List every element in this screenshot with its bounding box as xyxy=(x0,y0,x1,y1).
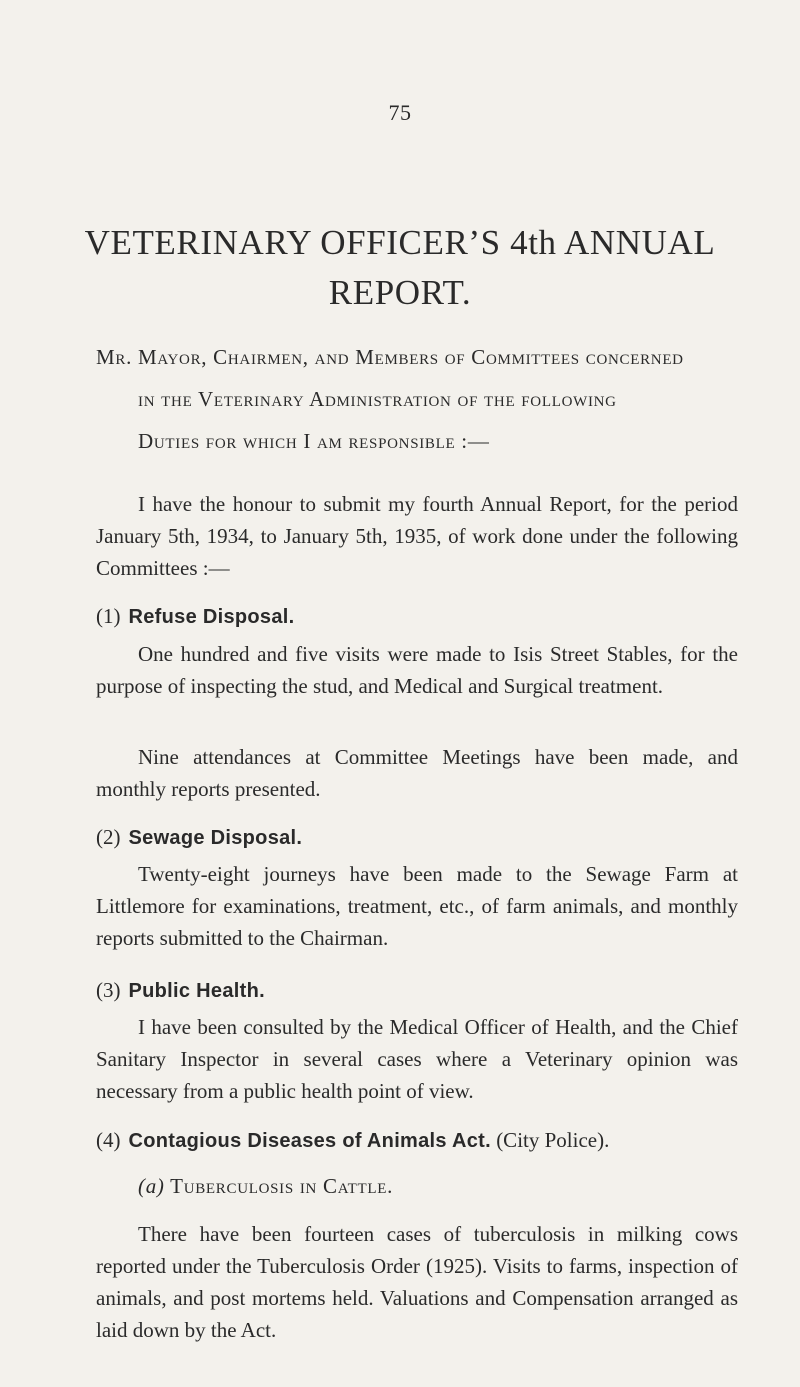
section-4-subheading xyxy=(138,1171,393,1201)
section-title: Contagious Diseases of Animals Act. xyxy=(128,1130,491,1152)
intro-paragraph: I have the honour to submit my fourth Annual Report, for the period January 5th, 1934, to January 5th, 1935, of work done under the following Committees :— xyxy=(96,492,738,580)
salutation-line-3: Duties for which I am responsible :— xyxy=(138,429,490,453)
page-number: 75 xyxy=(388,100,412,125)
subheading-letter: (a) xyxy=(138,1174,165,1198)
report-title-line-1: VETERINARY OFFICER’S 4th ANNUAL xyxy=(84,223,716,262)
section-2-paragraph-1: Twenty-eight journeys have been made to the Sewage Farm at Littlemore for examinations, treatment, etc., of farm animals, and monthly reports submitted to the Chairman. xyxy=(96,862,738,950)
section-title: Sewage Disposal. xyxy=(128,827,303,849)
section-2-heading xyxy=(96,822,302,853)
section-1-paragraph-1: One hundred and five visits were made to Isis Street Stables, for the purpose of inspecting the stud, and Medical and Surgical treatment. xyxy=(96,642,738,698)
salutation-line-2: in the Veterinary Administration of the following xyxy=(138,387,617,411)
section-3-heading xyxy=(96,975,265,1006)
section-1-heading xyxy=(96,601,294,632)
section-3-paragraph-1: I have been consulted by the Medical Officer of Health, and the Chief Sanitary Inspector in several cases where a Veterinary opinion was necessary from a public health point of view. xyxy=(96,1015,738,1103)
salutation xyxy=(96,336,776,462)
section-4-heading xyxy=(96,1125,609,1156)
section-number: (3) xyxy=(96,978,121,1002)
report-title xyxy=(40,218,760,318)
section-number: (4) xyxy=(96,1128,121,1152)
section-number: (2) xyxy=(96,825,121,849)
section-number: (1) xyxy=(96,604,121,628)
section-1-paragraph-2: Nine attendances at Committee Meetings have been made, and monthly reports presented. xyxy=(96,745,738,801)
section-4-paragraph-1: There have been fourteen cases of tuberculosis in milking cows reported under the Tuberculosis Order (1925). Visits to farms, inspection of animals, and post mortems held. Valuations and Compensation arranged as laid down by the Act. xyxy=(96,1222,738,1342)
section-title: Refuse Disposal. xyxy=(128,606,295,628)
section-4-heading-suffix: (City Police). xyxy=(496,1128,610,1152)
report-title-line-2: REPORT. xyxy=(328,273,472,312)
section-title: Public Health. xyxy=(128,980,265,1002)
salutation-line-1: Mr. Mayor, Chairmen, and Members of Committees concerned xyxy=(96,345,684,369)
subheading-text: Tuberculosis in Cattle. xyxy=(170,1174,394,1198)
